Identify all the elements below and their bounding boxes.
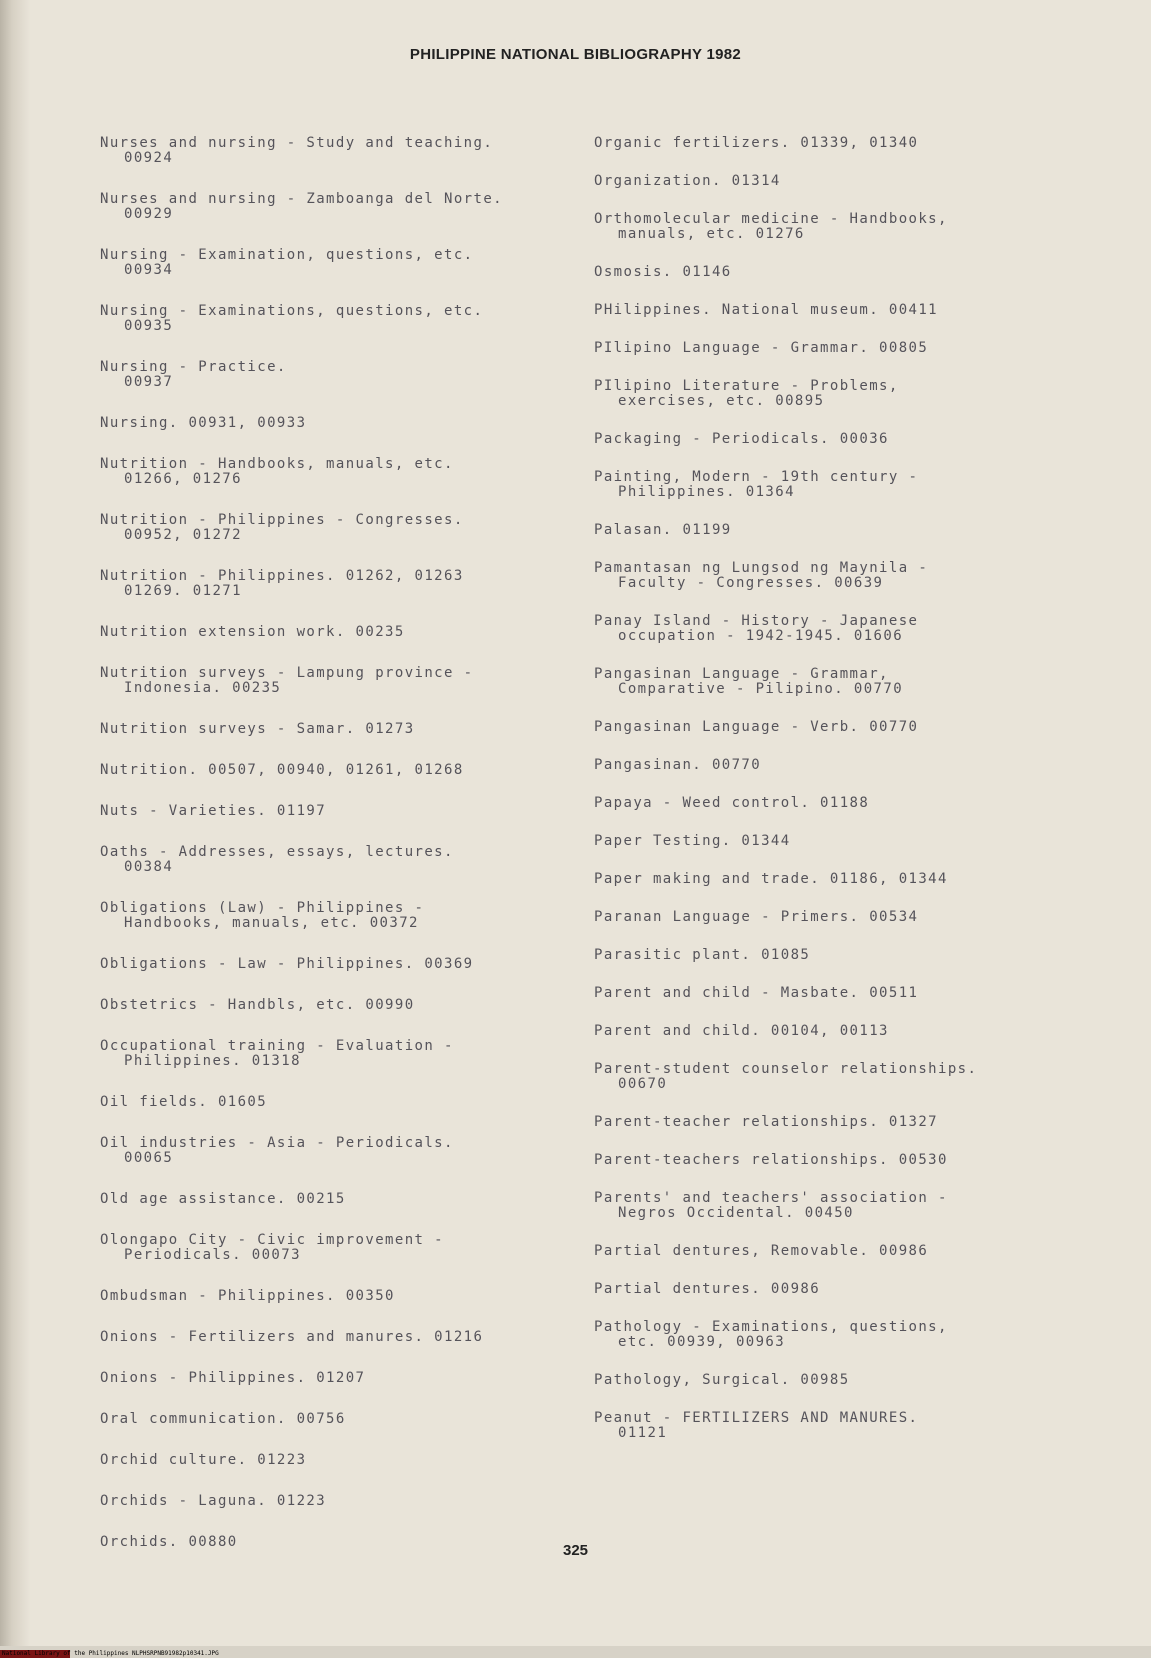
index-entry: Paper Testing. 01344 <box>594 833 791 849</box>
index-entry: Pangasinan. 00770 <box>594 757 762 773</box>
index-entry: Nurses and nursing - Zamboanga del Norte. 00929 <box>100 191 503 222</box>
index-entry: Nutrition - Handbooks, manuals, etc. 01266, 01276 <box>100 456 454 487</box>
index-entry: Nursing - Practice. 00937 <box>100 359 287 390</box>
index-entry: Parent-teacher relationships. 01327 <box>594 1114 939 1130</box>
index-entry: PIlipino Literature - Problems, exercises, etc. 00895 <box>594 378 899 409</box>
index-entry: Oaths - Addresses, essays, lectures. 00384 <box>100 844 454 875</box>
index-entry: Obligations - Law - Philippines. 00369 <box>100 956 474 972</box>
index-entry: Organization. 01314 <box>594 173 781 189</box>
index-entry: Nutrition surveys - Lampung province - Indonesia. 00235 <box>100 665 474 696</box>
index-entry: Packaging - Periodicals. 00036 <box>594 431 889 447</box>
index-entry: Onions - Philippines. 01207 <box>100 1370 366 1386</box>
index-entry: Partial dentures. 00986 <box>594 1281 821 1297</box>
index-entry: Nutrition extension work. 00235 <box>100 624 405 640</box>
index-entry: Peanut - FERTILIZERS AND MANURES. 01121 <box>594 1410 919 1441</box>
index-entry: Pangasinan Language - Grammar, Comparative - Pilipino. 00770 <box>594 666 904 697</box>
index-entry: Paper making and trade. 01186, 01344 <box>594 871 948 887</box>
index-entry: Occupational training - Evaluation - Philippines. 01318 <box>100 1038 454 1069</box>
index-entry: Nutrition surveys - Samar. 01273 <box>100 721 415 737</box>
index-entry: Palasan. 01199 <box>594 522 732 538</box>
right-column <box>594 136 1074 1464</box>
index-entry: Organic fertilizers. 01339, 01340 <box>594 135 919 151</box>
index-entry: Orthomolecular medicine - Handbooks, manuals, etc. 01276 <box>594 211 948 242</box>
index-entry: Old age assistance. 00215 <box>100 1191 346 1207</box>
index-entry: Orchids. 00880 <box>100 1534 238 1550</box>
index-entry: Nuts - Varieties. 01197 <box>100 803 327 819</box>
left-column <box>100 136 570 1576</box>
page-number: 325 <box>562 1542 589 1559</box>
index-entry: Onions - Fertilizers and manures. 01216 <box>100 1329 484 1345</box>
index-entry: Panay Island - History - Japanese occupation - 1942-1945. 01606 <box>594 613 919 644</box>
index-entry: PHilippines. National museum. 00411 <box>594 302 939 318</box>
index-entry: Painting, Modern - 19th century - Philippines. 01364 <box>594 469 919 500</box>
index-entry: Orchid culture. 01223 <box>100 1452 307 1468</box>
index-entry: Nursing - Examination, questions, etc. 00934 <box>100 247 474 278</box>
index-entry: Pathology - Examinations, questions, etc. 00939, 00963 <box>594 1319 948 1350</box>
index-entry: Oil fields. 01605 <box>100 1094 268 1110</box>
index-entry: Oral communication. 00756 <box>100 1411 346 1427</box>
index-entry: Olongapo City - Civic improvement - Periodicals. 00073 <box>100 1232 445 1263</box>
index-entry: Ombudsman - Philippines. 00350 <box>100 1288 395 1304</box>
index-entry: Parent-teachers relationships. 00530 <box>594 1152 948 1168</box>
index-entry: Obstetrics - Handbls, etc. 00990 <box>100 997 415 1013</box>
index-entry: Paranan Language - Primers. 00534 <box>594 909 919 925</box>
index-entry: Nursing. 00931, 00933 <box>100 415 307 431</box>
index-entry: Nursing - Examinations, questions, etc. 00935 <box>100 303 484 334</box>
index-entry: Parents' and teachers' association - Negros Occidental. 00450 <box>594 1190 948 1221</box>
index-entry: Pathology, Surgical. 00985 <box>594 1372 850 1388</box>
index-entry: Orchids - Laguna. 01223 <box>100 1493 327 1509</box>
index-entry: Oil industries - Asia - Periodicals. 00065 <box>100 1135 454 1166</box>
index-entry: Papaya - Weed control. 01188 <box>594 795 870 811</box>
page-binding-shadow <box>0 0 30 1658</box>
index-entry: Parent-student counselor relationships. 00670 <box>594 1061 978 1092</box>
index-entry: Osmosis. 01146 <box>594 264 732 280</box>
scan-source-footer: National Library of the Philippines NLPHSRPNB91982p10341.JPG <box>2 1650 219 1657</box>
index-entry: Obligations (Law) - Philippines - Handbooks, manuals, etc. 00372 <box>100 900 425 931</box>
index-entry: Parent and child. 00104, 00113 <box>594 1023 889 1039</box>
index-entry: Parent and child - Masbate. 00511 <box>594 985 919 1001</box>
index-entry: Nurses and nursing - Study and teaching. 00924 <box>100 135 494 166</box>
index-entry: Nutrition - Philippines. 01262, 01263 01269. 01271 <box>100 568 464 599</box>
index-entry: Partial dentures, Removable. 00986 <box>594 1243 929 1259</box>
index-entry: Nutrition - Philippines - Congresses. 00952, 01272 <box>100 512 464 543</box>
index-entry: Nutrition. 00507, 00940, 01261, 01268 <box>100 762 464 778</box>
index-entry: Pamantasan ng Lungsod ng Maynila - Faculty - Congresses. 00639 <box>594 560 929 591</box>
index-entry: Pangasinan Language - Verb. 00770 <box>594 719 919 735</box>
index-entry: Parasitic plant. 01085 <box>594 947 811 963</box>
index-entry: PIlipino Language - Grammar. 00805 <box>594 340 929 356</box>
page-title: PHILIPPINE NATIONAL BIBLIOGRAPHY 1982 <box>409 46 742 63</box>
